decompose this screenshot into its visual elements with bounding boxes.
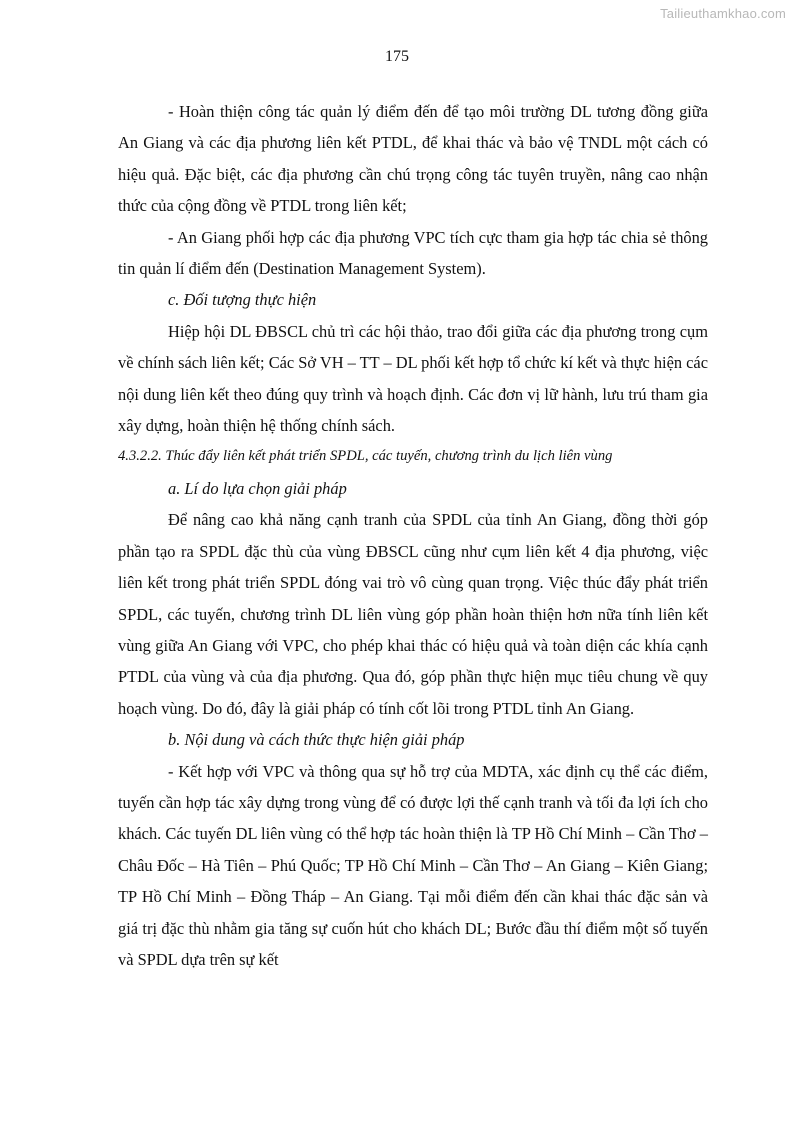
paragraph-destination-management: - Hoàn thiện công tác quản lý điểm đến để tạo môi trường DL tương đồng giữa An Giang và các địa phương liên kết PTDL, để khai thác và bảo vệ TNDL một cách có hiệu quả. Đặc biệt, các địa phương cần chú trọng công tác tuyên truyền, nâng cao nhận thức của cộng đồng về PTDL trong liên kết; xyxy=(118,102,708,216)
paragraph-content-method: - Kết hợp với VPC và thông qua sự hỗ trợ của MDTA, xác định cụ thể các điểm, tuyến cần hợp tác xây dựng trong vùng để có được lợi thế cạnh tranh và tối đa lợi ích cho khách. Các tuyến DL liên vùng có thể hợp tác hoàn thiện là TP Hồ Chí Minh – Cần Thơ – Châu Đốc – Hà Tiên – Phú Quốc; TP Hồ Chí Minh – Cần Thơ – An Giang – Kiên Giang; TP Hồ Chí Minh – Đồng Tháp – An Giang. Tại mỗi điểm đến cần khai thác đặc sản và giá trị đặc thù nhằm gia tăng sự cuốn hút cho khách DL; Bước đầu thí điểm một số tuyến và SPDL dựa trên sự kết xyxy=(118,761,708,969)
paragraph-implementing-parties: Hiệp hội DL ĐBSCL chủ trì các hội thảo, trao đổi giữa các địa phương trong cụm về chính sách liên kết; Các Sở VH – TT – DL phối kết hợp tổ chức kí kết và thực hiện các nội dung liên kết theo đúng quy trình và hoạch định. Các đơn vị lữ hành, lưu trú tham gia xây dựng, hoàn thiện hệ thống chính sách. xyxy=(118,321,708,436)
subheading-content-method: b. Nội dung và cách thức thực hiện giải pháp xyxy=(168,730,465,750)
page-number: 175 xyxy=(385,48,409,65)
subheading-reason: a. Lí do lựa chọn giải pháp xyxy=(168,478,347,498)
document-body xyxy=(118,96,708,975)
paragraph-reason: Để nâng cao khả năng cạnh tranh của SPDL của tỉnh An Giang, đồng thời góp phần tạo ra SPDL đặc thù của vùng ĐBSCL cũng như cụm liên kết 4 địa phương, việc liên kết trong phát triển SPDL đóng vai trò vô cùng quan trọng. Việc thúc đẩy phát triển SPDL, các tuyến, chương trình DL liên vùng góp phần hoàn thiện hơn nữa tính liên kết vùng giữa An Giang với VPC, cho phép khai thác có hiệu quả và toàn diện các khía cạnh PTDL của vùng và của địa phương. Qua đó, góp phần thực hiện mục tiêu chung về quy hoạch vùng. Do đó, đây là giải pháp có tính cốt lõi trong PTDL tỉnh An Giang. xyxy=(118,510,708,718)
section-heading-4-3-2-2: 4.3.2.2. Thúc đẩy liên kết phát triển SPDL, các tuyến, chương trình du lịch liên vùng xyxy=(118,448,613,465)
paragraph-information-sharing: - An Giang phối hợp các địa phương VPC tích cực tham gia hợp tác chia sẻ thông tin quản lí điểm đến (Destination Management System). xyxy=(118,227,708,279)
watermark-text: Tailieuthamkhao.com xyxy=(660,6,786,21)
subheading-implementing-parties: c. Đối tượng thực hiện xyxy=(168,290,317,310)
